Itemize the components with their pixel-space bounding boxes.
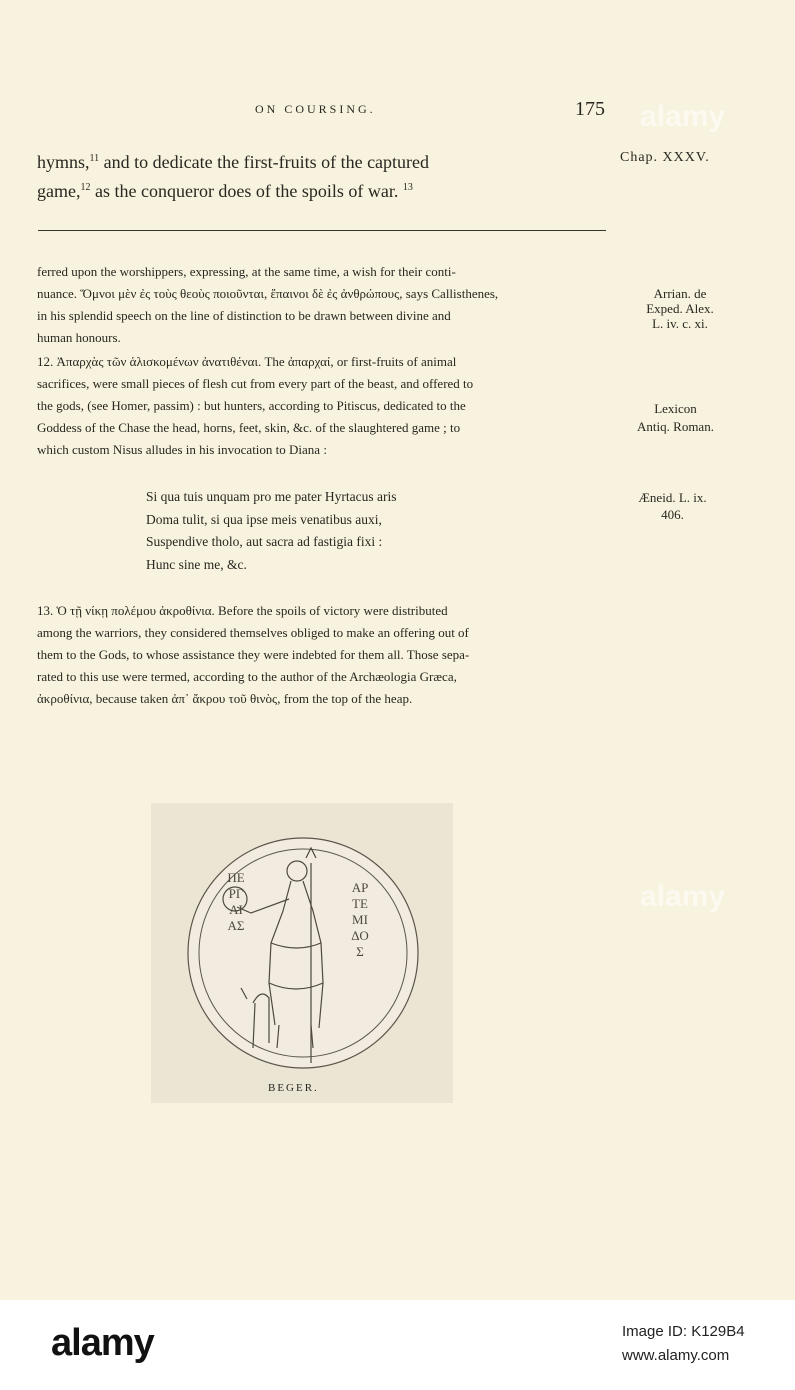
running-title: ON COURSING.: [255, 102, 376, 116]
note-line: 13. Ὁ τῇ νίκῃ πολέμου ἀκροθίνια. Before the spoils of victory were distributed: [37, 603, 448, 618]
note-line: rated to this use were termed, according to the author of the Archæologia Græca,: [37, 669, 457, 684]
medal-caption: BEGER.: [268, 1082, 319, 1094]
note-line: which custom Nisus alludes in his invocation to Diana :: [37, 442, 327, 457]
page-number: 175: [575, 98, 605, 120]
note-line: sacrifices, were small pieces of flesh cut from every part of the beast, and offered to: [37, 376, 474, 391]
site-url: www.alamy.com: [622, 1347, 730, 1364]
main-text-line-1: hymns,$^{11}$ and to dedicate the first-fruits of the captured: [37, 152, 430, 172]
note-line: in his splendid speech on the line of distinction to be drawn between divine and: [37, 308, 451, 323]
note-13: [37, 600, 612, 710]
image-id: Image ID: K129B4: [622, 1323, 745, 1340]
alamy-logo: alamy: [51, 1322, 154, 1364]
note-line: ἀκροθίνια, because taken ἀπ᾽ ἄκρου τοῦ θινὸς, from the top of the heap.: [37, 691, 413, 706]
note-line: nuance. Ὅμνοι μὲν ἐς τοὺς θεοὺς ποιοῦνται, ἔπαινοι δὲ ἐς ἀνθρώπους, says Callisthenes,: [37, 286, 499, 301]
note-line: 12. Ἀπαρχὰς τῶν ἁλισκομένων ἀνατιθέναι. The ἀπαρχαί, or first-fruits of animal: [37, 354, 457, 369]
medal-illustration: [151, 803, 453, 1103]
note-line: among the warriors, they considered themselves obliged to make an offering out of: [37, 625, 469, 640]
watermark: alamy: [640, 100, 726, 133]
note-line: them to the Gods, to whose assistance they were indebted for them all. Those sepa-: [37, 647, 470, 662]
margin-arrian: Arrian. de Exped. Alex. L. iv. c. xi.: [646, 286, 714, 331]
note-11: [37, 261, 612, 349]
note-line: the gods, (see Homer, passim) : but hunters, according to Pitiscus, dedicated to the: [37, 398, 466, 413]
verse-quote: [146, 486, 396, 576]
note-12: [37, 351, 612, 461]
verse-line: Hunc sine me, &c.: [146, 556, 247, 572]
note-line: human honours.: [37, 330, 121, 345]
note-line: ferred upon the worshippers, expressing, at the same time, a wish for their conti-: [37, 264, 456, 279]
margin-aeneid: Æneid. L. ix. 406.: [638, 490, 707, 522]
verse-line: Suspendive tholo, aut sacra ad fastigia fixi :: [146, 534, 383, 549]
artemis-medal: [151, 803, 453, 1103]
medal-left-inscription: ΠΕΡΓΑΙΑΣ: [227, 870, 245, 933]
medal-right-inscription: ΑΡΤΕΜΙΔΟΣ: [351, 880, 369, 959]
margin-lexicon: Lexicon Antiq. Roman.: [637, 401, 714, 434]
verse-line: Si qua tuis unquam pro me pater Hyrtacus aris: [146, 489, 397, 504]
footnote-rule: [38, 230, 606, 231]
margin-chapter: Chap. XXXV.: [620, 150, 710, 165]
verse-line: Doma tulit, si qua ipse meis venatibus auxi,: [146, 511, 382, 527]
watermark: alamy: [640, 880, 726, 913]
main-text-line-2: game,$^{12}$ as the conqueror does of the spoils of war. $^{13}$: [37, 181, 413, 201]
note-line: Goddess of the Chase the head, horns, feet, skin, &c. of the slaughtered game ; to: [37, 420, 461, 435]
